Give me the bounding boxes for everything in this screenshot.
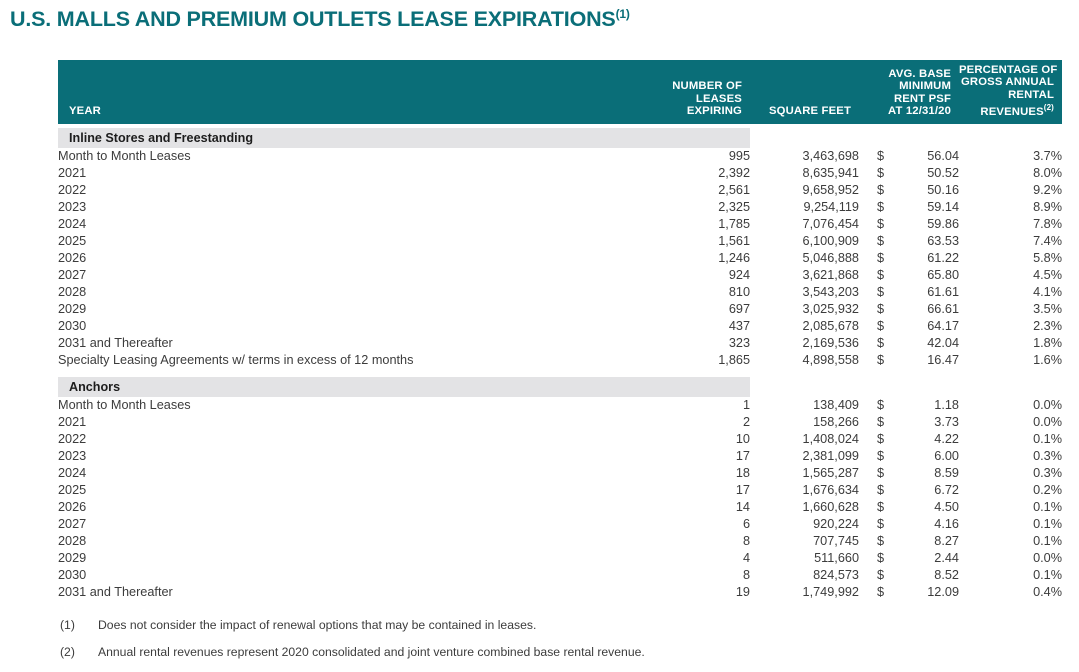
table-row xyxy=(58,431,1062,448)
table-row xyxy=(58,250,1062,267)
cell-percentage-gross-annual-rental-revenues: 0.0% xyxy=(1033,415,1062,429)
cell-square-feet: 8,635,941 xyxy=(802,166,859,180)
cell-percentage-gross-annual-rental-revenues: 0.1% xyxy=(1033,568,1062,582)
cell-avg-base-rent xyxy=(859,199,959,216)
cell-avg-base-rent-value: 50.52 xyxy=(927,166,959,180)
cell-percentage-gross-annual-rental-revenues: 0.0% xyxy=(1033,551,1062,565)
footnote-text: Annual rental revenues represent 2020 consolidated and joint venture combined base rental revenue. xyxy=(98,645,645,659)
cell-avg-base-rent-value: 65.80 xyxy=(927,268,959,282)
cell-avg-base-rent xyxy=(859,550,959,567)
cell-square-feet: 3,621,868 xyxy=(802,268,859,282)
cell-avg-base-rent xyxy=(859,567,959,584)
column-header-avg-base-minimum-rent xyxy=(859,60,959,124)
cell-avg-base-rent xyxy=(859,233,959,250)
cell-avg-base-rent xyxy=(859,397,959,414)
currency-symbol: $ xyxy=(877,200,885,214)
currency-symbol: $ xyxy=(877,415,885,429)
cell-leases-expiring: 1,561 xyxy=(718,234,750,248)
cell-avg-base-rent-value: 4.22 xyxy=(934,432,959,446)
table-row xyxy=(58,216,1062,233)
cell-year: 2025 xyxy=(58,483,87,497)
cell-avg-base-rent xyxy=(859,448,959,465)
section-title: Inline Stores and Freestanding xyxy=(58,128,750,148)
table-row xyxy=(58,516,1062,533)
column-header-pct-line-1: PERCENTAGE OF xyxy=(959,63,1058,76)
section-title: Anchors xyxy=(58,377,750,397)
currency-symbol: $ xyxy=(877,149,885,163)
cell-avg-base-rent-value: 4.16 xyxy=(934,517,959,531)
cell-avg-base-rent xyxy=(859,533,959,550)
cell-square-feet: 2,085,678 xyxy=(802,319,859,333)
currency-symbol: $ xyxy=(877,268,885,282)
cell-leases-expiring: 323 xyxy=(728,336,750,350)
currency-symbol: $ xyxy=(877,551,885,565)
spacer-cell xyxy=(58,369,1062,377)
table-row xyxy=(58,448,1062,465)
cell-avg-base-rent-value: 59.14 xyxy=(927,200,959,214)
cell-avg-base-rent-value: 56.04 xyxy=(927,149,959,163)
cell-square-feet: 707,745 xyxy=(813,534,859,548)
cell-percentage-gross-annual-rental-revenues: 2.3% xyxy=(1033,319,1062,333)
currency-symbol: $ xyxy=(877,183,885,197)
cell-year: Month to Month Leases xyxy=(58,398,191,412)
footnote xyxy=(60,618,960,633)
column-header-rent-line-4: AT 12/31/20 xyxy=(888,105,951,118)
cell-leases-expiring: 1,785 xyxy=(718,217,750,231)
cell-avg-base-rent-value: 6.00 xyxy=(934,449,959,463)
cell-avg-base-rent-value: 42.04 xyxy=(927,336,959,350)
cell-square-feet: 7,076,454 xyxy=(802,217,859,231)
cell-percentage-gross-annual-rental-revenues: 0.1% xyxy=(1033,517,1062,531)
cell-square-feet: 824,573 xyxy=(813,568,859,582)
cell-year: 2029 xyxy=(58,551,87,565)
table-row xyxy=(58,465,1062,482)
cell-square-feet: 158,266 xyxy=(813,415,859,429)
table-row xyxy=(58,182,1062,199)
cell-leases-expiring: 437 xyxy=(728,319,750,333)
cell-leases-expiring: 924 xyxy=(728,268,750,282)
cell-leases-expiring: 2,392 xyxy=(718,166,750,180)
column-header-number-of-leases-expiring xyxy=(661,60,750,124)
cell-avg-base-rent-value: 2.44 xyxy=(934,551,959,565)
table-row xyxy=(58,584,1062,601)
cell-square-feet: 9,658,952 xyxy=(802,183,859,197)
cell-percentage-gross-annual-rental-revenues: 3.5% xyxy=(1033,302,1062,316)
cell-avg-base-rent xyxy=(859,465,959,482)
cell-square-feet: 2,169,536 xyxy=(802,336,859,350)
currency-symbol: $ xyxy=(877,398,885,412)
cell-avg-base-rent-value: 61.61 xyxy=(927,285,959,299)
cell-year: 2024 xyxy=(58,217,87,231)
table-row xyxy=(58,318,1062,335)
currency-symbol: $ xyxy=(877,336,885,350)
cell-percentage-gross-annual-rental-revenues: 0.0% xyxy=(1033,398,1062,412)
footnote-marker: (1) xyxy=(60,618,75,632)
column-header-leases-line-3: EXPIRING xyxy=(686,105,742,118)
currency-symbol: $ xyxy=(877,517,885,531)
cell-year: 2027 xyxy=(58,517,87,531)
footnote-text: Does not consider the impact of renewal options that may be contained in leases. xyxy=(98,618,537,632)
cell-year: 2031 and Thereafter xyxy=(58,585,173,599)
cell-square-feet: 511,660 xyxy=(814,551,859,565)
cell-avg-base-rent xyxy=(859,148,959,165)
cell-avg-base-rent-value: 8.59 xyxy=(934,466,959,480)
column-header-rent-line-2: MINIMUM xyxy=(899,80,951,93)
cell-avg-base-rent xyxy=(859,516,959,533)
section-blank-cell xyxy=(750,128,1062,148)
cell-square-feet: 3,025,932 xyxy=(802,302,859,316)
table-row xyxy=(58,482,1062,499)
cell-leases-expiring: 1,865 xyxy=(718,353,750,367)
cell-year: 2031 and Thereafter xyxy=(58,336,173,350)
cell-leases-expiring: 14 xyxy=(735,500,750,514)
cell-square-feet: 9,254,119 xyxy=(803,200,859,214)
cell-avg-base-rent-value: 64.17 xyxy=(927,319,959,333)
cell-square-feet: 920,224 xyxy=(813,517,859,531)
cell-square-feet: 3,543,203 xyxy=(802,285,859,299)
column-header-leases-line-1: NUMBER OF xyxy=(672,80,742,93)
cell-avg-base-rent-value: 8.52 xyxy=(934,568,959,582)
cell-avg-base-rent-value: 12.09 xyxy=(927,585,959,599)
cell-leases-expiring: 18 xyxy=(735,466,750,480)
lease-expirations-table xyxy=(58,60,1062,601)
cell-avg-base-rent-value: 3.73 xyxy=(934,415,959,429)
currency-symbol: $ xyxy=(877,534,885,548)
cell-square-feet: 1,660,628 xyxy=(802,500,859,514)
cell-avg-base-rent xyxy=(859,431,959,448)
cell-percentage-gross-annual-rental-revenues: 4.1% xyxy=(1033,285,1062,299)
section-blank-cell xyxy=(750,377,1062,397)
cell-leases-expiring: 810 xyxy=(728,285,750,299)
cell-avg-base-rent xyxy=(859,482,959,499)
cell-avg-base-rent xyxy=(859,250,959,267)
column-header-rent-line-3: RENT PSF xyxy=(893,92,951,105)
cell-year: Specialty Leasing Agreements w/ terms in excess of 12 months xyxy=(58,353,414,367)
currency-symbol: $ xyxy=(877,319,885,333)
cell-square-feet: 1,676,634 xyxy=(802,483,859,497)
table-row xyxy=(58,284,1062,301)
currency-symbol: $ xyxy=(877,353,885,367)
table-row xyxy=(58,567,1062,584)
table-row xyxy=(58,352,1062,369)
cell-percentage-gross-annual-rental-revenues: 0.1% xyxy=(1033,500,1062,514)
cell-square-feet: 4,898,558 xyxy=(802,353,859,367)
currency-symbol: $ xyxy=(877,166,885,180)
table-row xyxy=(58,165,1062,182)
table-section-header-row xyxy=(58,377,1062,397)
cell-avg-base-rent xyxy=(859,414,959,431)
cell-year: 2021 xyxy=(58,166,87,180)
cell-avg-base-rent-value: 61.22 xyxy=(927,251,959,265)
cell-square-feet: 138,409 xyxy=(813,398,859,412)
footnote-marker: (2) xyxy=(60,645,75,659)
cell-percentage-gross-annual-rental-revenues: 0.3% xyxy=(1033,466,1062,480)
cell-leases-expiring: 17 xyxy=(735,483,750,497)
cell-avg-base-rent xyxy=(859,301,959,318)
cell-square-feet: 6,100,909 xyxy=(802,234,859,248)
table-row xyxy=(58,267,1062,284)
table-row xyxy=(58,301,1062,318)
cell-avg-base-rent-value: 1.18 xyxy=(934,398,959,412)
currency-symbol: $ xyxy=(877,234,885,248)
cell-avg-base-rent-value: 6.72 xyxy=(934,483,959,497)
table-row xyxy=(58,199,1062,216)
cell-avg-base-rent xyxy=(859,335,959,352)
cell-percentage-gross-annual-rental-revenues: 4.5% xyxy=(1033,268,1062,282)
table-spacer-row xyxy=(58,369,1062,377)
currency-symbol: $ xyxy=(877,285,885,299)
column-header-pct-line-4 xyxy=(959,102,1054,118)
currency-symbol: $ xyxy=(877,251,885,265)
cell-year: Month to Month Leases xyxy=(58,149,191,163)
currency-symbol: $ xyxy=(877,217,885,231)
cell-leases-expiring: 2 xyxy=(742,415,750,429)
cell-avg-base-rent xyxy=(859,216,959,233)
cell-square-feet: 5,046,888 xyxy=(802,251,859,265)
footnote xyxy=(60,645,960,660)
cell-leases-expiring: 995 xyxy=(728,149,750,163)
cell-percentage-gross-annual-rental-revenues: 0.1% xyxy=(1033,534,1062,548)
cell-leases-expiring: 697 xyxy=(728,302,750,316)
cell-percentage-gross-annual-rental-revenues: 1.8% xyxy=(1033,336,1062,350)
cell-avg-base-rent xyxy=(859,318,959,335)
column-header-percentage-gross-annual-rental-revenues xyxy=(959,60,1062,124)
cell-year: 2021 xyxy=(58,415,87,429)
table-header xyxy=(58,60,1062,124)
table-row xyxy=(58,499,1062,516)
column-header-rent-line-1: AVG. BASE xyxy=(888,67,951,80)
column-header-pct-line-2: GROSS ANNUAL xyxy=(960,76,1054,89)
table-row xyxy=(58,533,1062,550)
cell-leases-expiring: 19 xyxy=(735,585,750,599)
cell-year: 2030 xyxy=(58,568,87,582)
column-header-square-feet-line-1: SQUARE FEET xyxy=(769,105,851,118)
currency-symbol: $ xyxy=(877,500,885,514)
cell-percentage-gross-annual-rental-revenues: 8.0% xyxy=(1033,166,1062,180)
cell-percentage-gross-annual-rental-revenues: 9.2% xyxy=(1033,183,1062,197)
cell-square-feet: 1,408,024 xyxy=(802,432,859,446)
cell-avg-base-rent xyxy=(859,584,959,601)
cell-percentage-gross-annual-rental-revenues: 0.3% xyxy=(1033,449,1062,463)
cell-leases-expiring: 1 xyxy=(742,398,750,412)
cell-percentage-gross-annual-rental-revenues: 5.8% xyxy=(1033,251,1062,265)
column-header-year-line-1: YEAR xyxy=(69,105,101,118)
cell-leases-expiring: 8 xyxy=(742,534,750,548)
cell-square-feet: 2,381,099 xyxy=(802,449,859,463)
table-section-header-row xyxy=(58,128,1062,148)
cell-avg-base-rent-value: 50.16 xyxy=(927,183,959,197)
table-row xyxy=(58,414,1062,431)
cell-avg-base-rent-value: 63.53 xyxy=(927,234,959,248)
cell-avg-base-rent-value: 16.47 xyxy=(927,353,959,367)
currency-symbol: $ xyxy=(877,568,885,582)
cell-avg-base-rent-value: 8.27 xyxy=(934,534,959,548)
cell-year: 2027 xyxy=(58,268,87,282)
cell-percentage-gross-annual-rental-revenues: 8.9% xyxy=(1033,200,1062,214)
currency-symbol: $ xyxy=(877,449,885,463)
cell-percentage-gross-annual-rental-revenues: 7.8% xyxy=(1033,217,1062,231)
cell-year: 2026 xyxy=(58,251,87,265)
cell-avg-base-rent xyxy=(859,182,959,199)
table-body xyxy=(58,124,1062,601)
currency-symbol: $ xyxy=(877,585,885,599)
column-header-pct-footnote-marker: (2) xyxy=(1043,102,1054,112)
table-row xyxy=(58,397,1062,414)
cell-leases-expiring: 4 xyxy=(742,551,750,565)
cell-avg-base-rent-value: 59.86 xyxy=(927,217,959,231)
cell-avg-base-rent xyxy=(859,352,959,369)
cell-leases-expiring: 2,325 xyxy=(718,200,750,214)
cell-year: 2028 xyxy=(58,534,87,548)
cell-year: 2022 xyxy=(58,432,87,446)
page-title xyxy=(10,7,630,32)
currency-symbol: $ xyxy=(877,432,885,446)
cell-percentage-gross-annual-rental-revenues: 3.7% xyxy=(1033,149,1062,163)
cell-year: 2024 xyxy=(58,466,87,480)
cell-avg-base-rent-value: 4.50 xyxy=(934,500,959,514)
cell-year: 2025 xyxy=(58,234,87,248)
cell-leases-expiring: 1,246 xyxy=(718,251,750,265)
cell-year: 2023 xyxy=(58,449,87,463)
cell-leases-expiring: 2,561 xyxy=(718,183,750,197)
cell-leases-expiring: 6 xyxy=(742,517,750,531)
cell-year: 2029 xyxy=(58,302,87,316)
cell-avg-base-rent xyxy=(859,284,959,301)
column-header-leases-line-2: LEASES xyxy=(695,92,742,105)
table-row xyxy=(58,148,1062,165)
cell-avg-base-rent xyxy=(859,499,959,516)
cell-square-feet: 1,565,287 xyxy=(802,466,859,480)
footnotes xyxy=(60,618,960,672)
column-header-year xyxy=(58,60,661,124)
column-header-pct-line-4-text: REVENUES xyxy=(980,105,1044,118)
column-header-pct-line-3: RENTAL xyxy=(1008,89,1054,102)
currency-symbol: $ xyxy=(877,302,885,316)
cell-percentage-gross-annual-rental-revenues: 0.1% xyxy=(1033,432,1062,446)
lease-expirations-table-wrapper xyxy=(58,60,1062,601)
cell-percentage-gross-annual-rental-revenues: 7.4% xyxy=(1033,234,1062,248)
column-header-square-feet xyxy=(750,60,859,124)
cell-percentage-gross-annual-rental-revenues: 0.4% xyxy=(1033,585,1062,599)
cell-leases-expiring: 17 xyxy=(735,449,750,463)
page-title-text: U.S. MALLS AND PREMIUM OUTLETS LEASE EXPIRATIONS xyxy=(10,7,616,32)
cell-year: 2030 xyxy=(58,319,87,333)
cell-avg-base-rent xyxy=(859,267,959,284)
page-title-footnote-marker: (1) xyxy=(615,7,630,21)
table-row xyxy=(58,335,1062,352)
cell-year: 2023 xyxy=(58,200,87,214)
cell-avg-base-rent-value: 66.61 xyxy=(927,302,959,316)
cell-year: 2022 xyxy=(58,183,87,197)
table-row xyxy=(58,550,1062,567)
cell-square-feet: 3,463,698 xyxy=(802,149,859,163)
cell-year: 2026 xyxy=(58,500,87,514)
cell-percentage-gross-annual-rental-revenues: 0.2% xyxy=(1033,483,1062,497)
cell-leases-expiring: 10 xyxy=(735,432,750,446)
cell-square-feet: 1,749,992 xyxy=(802,585,859,599)
cell-percentage-gross-annual-rental-revenues: 1.6% xyxy=(1033,353,1062,367)
currency-symbol: $ xyxy=(877,483,885,497)
cell-avg-base-rent xyxy=(859,165,959,182)
currency-symbol: $ xyxy=(877,466,885,480)
cell-year: 2028 xyxy=(58,285,87,299)
table-header-row xyxy=(58,60,1062,124)
table-row xyxy=(58,233,1062,250)
cell-leases-expiring: 8 xyxy=(742,568,750,582)
